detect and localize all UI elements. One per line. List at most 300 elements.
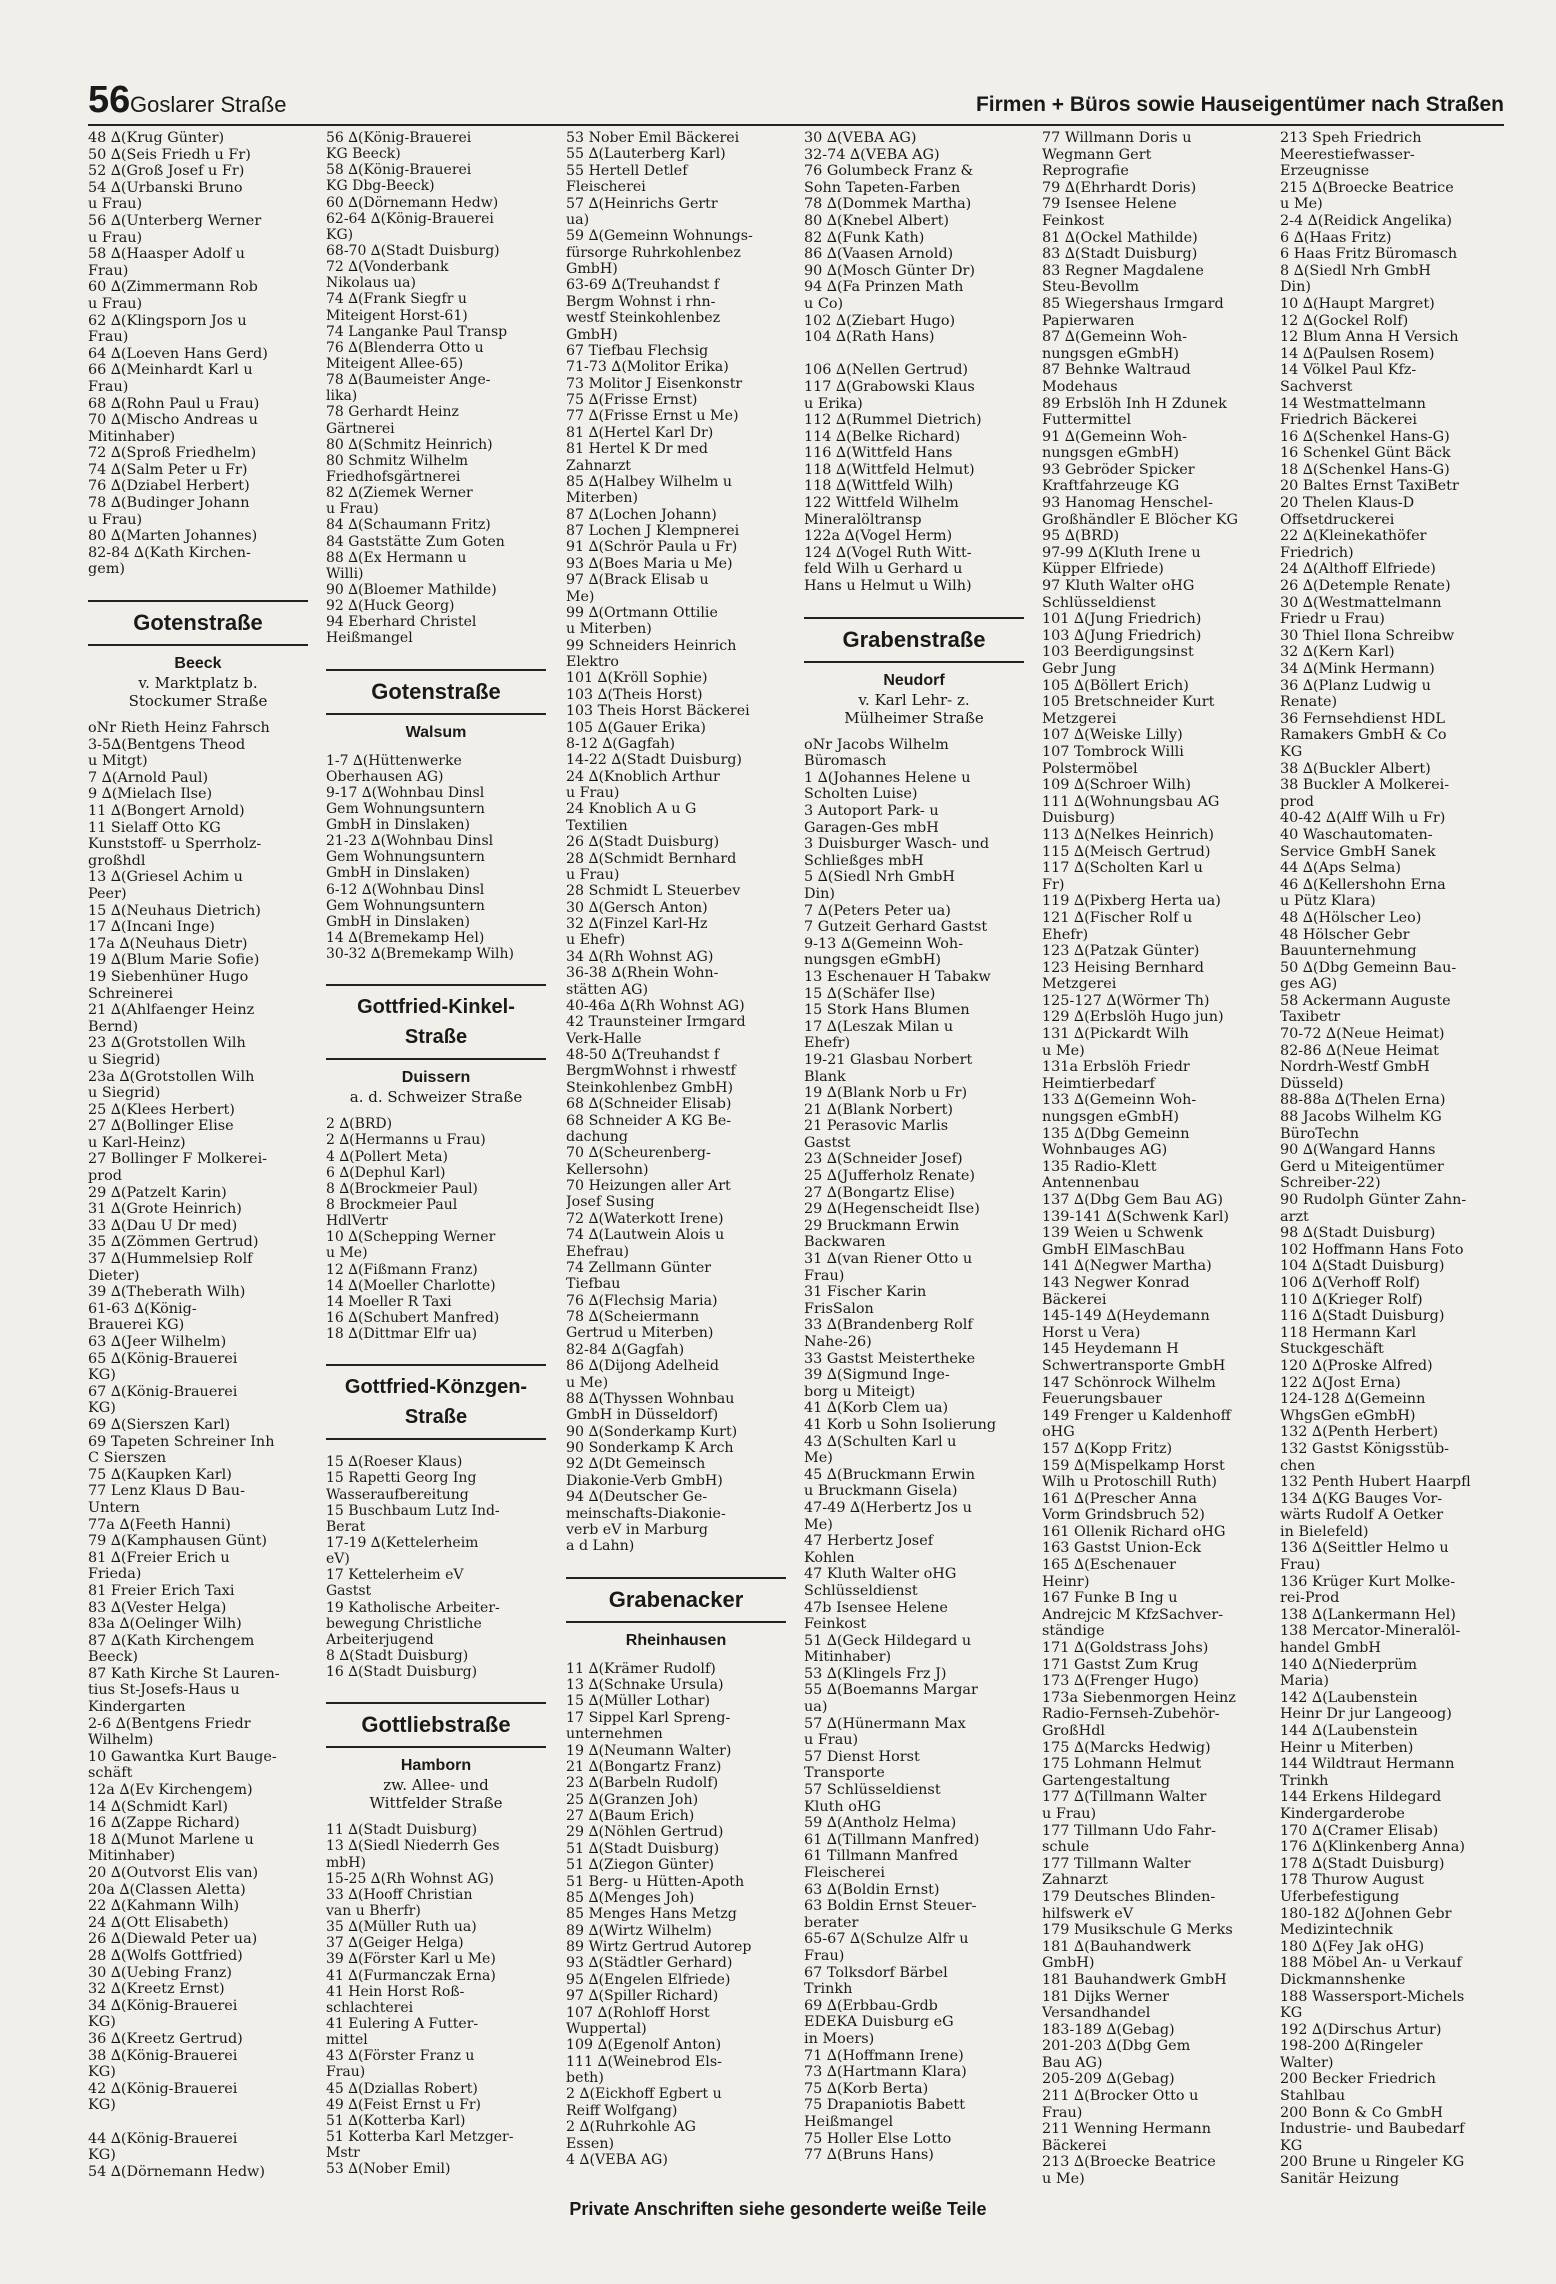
list-item: Scholten Luise) <box>804 786 918 803</box>
list-item: 68 ∆(Rohn Paul u Frau) <box>88 395 260 412</box>
list-item: 39 ∆(Förster Karl u Me) <box>326 1951 496 1968</box>
list-item: Textilien <box>566 817 628 834</box>
list-item: 36 Fernsehdienst HDL <box>1280 710 1445 727</box>
list-item: Erzeugnisse <box>1280 163 1370 180</box>
list-item: u Me) <box>326 1245 368 1262</box>
list-item: 14 ∆(Schmidt Karl) <box>88 1798 228 1815</box>
list-item: 27 ∆(Baum Erich) <box>566 1808 695 1824</box>
list-item: KG Beeck) <box>326 146 401 163</box>
list-item: 60 ∆(Zimmermann Rob <box>88 279 258 296</box>
list-item: 88 ∆(Thyssen Wohnbau <box>566 1390 735 1407</box>
list-item: 83 Regner Magdalene <box>1042 262 1204 279</box>
list-item: 180-182 ∆(Johnen Gebr <box>1280 1905 1452 1922</box>
list-item: 105 Bretschneider Kurt <box>1042 694 1215 711</box>
list-item: 23 ∆(Grotstollen Wilh <box>88 1035 246 1052</box>
list-item: 11 Sielaff Otto KG <box>88 819 221 836</box>
list-item: KG <box>1280 2137 1303 2154</box>
list-item: 93 ∆(Boes Maria u Me) <box>566 555 733 572</box>
list-item: Meerestiefwasser- <box>1280 146 1415 163</box>
list-item: 83 ∆(Vester Helga) <box>88 1599 227 1616</box>
list-item: Friedrich Bäckerei <box>1280 412 1418 429</box>
list-item: 2 ∆(Ruhrkohle AG <box>566 2119 697 2136</box>
street-range-line: zw. Allee- und <box>383 1776 489 1795</box>
list-item: 77 Willmann Doris u <box>1042 130 1192 146</box>
list-item: u Frau) <box>88 511 143 528</box>
list-item: Bäckerei <box>1042 2137 1107 2154</box>
list-item: ua) <box>566 211 590 228</box>
list-item: 213 Speh Friedrich <box>1280 130 1422 146</box>
list-item: 105 ∆(Böllert Erich) <box>1042 677 1189 694</box>
list-item: 29 ∆(Nöhlen Gertrud) <box>566 1824 724 1841</box>
list-item: 51 ∆(Stadt Duisburg) <box>566 1840 720 1857</box>
list-item: 75 ∆(Korb Berta) <box>804 2080 929 2097</box>
list-item: 89 Wirtz Gertrud Autorep <box>566 1939 752 1955</box>
list-item: 75 ∆(Frisse Ernst) <box>566 392 698 408</box>
district-name: Neudorf <box>883 671 945 689</box>
street-range-line: Mülheimer Straße <box>844 708 984 727</box>
list-item: 78 Gerhardt Heinz <box>326 404 459 421</box>
list-item: 106 ∆(Verhoff Rolf) <box>1280 1274 1420 1291</box>
list-item <box>88 2114 308 2131</box>
list-item: Friedrich) <box>1280 544 1354 561</box>
list-item: 75 Drapaniotis Babett <box>804 2097 966 2114</box>
list-item: prod <box>88 1168 122 1185</box>
list-item: u Karl-Heinz) <box>88 1134 186 1151</box>
list-item: 2-6 ∆(Bentgens Friedr <box>88 1715 251 1732</box>
list-item: 43 ∆(Schulten Karl u <box>804 1433 957 1450</box>
street-range <box>88 692 308 710</box>
list-item: 159 ∆(Mispelkamp Horst <box>1042 1457 1225 1474</box>
list-item: 93 Hanomag Henschel- <box>1042 495 1213 512</box>
list-item: 161 ∆(Prescher Anna <box>1042 1490 1197 1507</box>
list-item: 175 Lohmann Helmut <box>1042 1756 1202 1773</box>
list-item: KG) <box>88 1400 116 1417</box>
list-item: 38 Buckler A Molkerei- <box>1280 777 1450 794</box>
list-item: 33 ∆(Hooff Christian <box>326 1886 473 1903</box>
list-item: 55 ∆(Boemanns Margar <box>804 1682 978 1699</box>
list-item: 77 Lenz Klaus D Bau- <box>88 1483 245 1500</box>
list-item: Wilh u Protoschill Ruth) <box>1042 1474 1217 1491</box>
list-item: Walter) <box>1280 2054 1334 2071</box>
list-item: 99 Schneiders Heinrich <box>566 637 737 654</box>
list-item: Gastst <box>326 1583 372 1600</box>
list-item: 116 ∆(Stadt Duisburg) <box>1280 1308 1445 1325</box>
list-item: 23a ∆(Grotstollen Wilh <box>88 1068 255 1085</box>
list-item: 74 ∆(Salm Peter u Fr) <box>88 461 248 478</box>
list-item: 22 ∆(Kleinekathöfer <box>1280 528 1427 545</box>
list-item: 17 ∆(Leszak Milan u <box>804 1018 954 1035</box>
list-item: 30 ∆(Westmattelmann <box>1280 594 1442 611</box>
list-item: u Me) <box>566 1374 609 1391</box>
list-item: feld Wilh u Gerhard u <box>804 561 963 578</box>
list-item: 14-22 ∆(Stadt Duisburg) <box>566 752 742 769</box>
list-item: 94 ∆(Deutscher Ge- <box>566 1489 708 1506</box>
list-item: 2-4 ∆(Reidick Angelika) <box>1280 212 1453 229</box>
list-item: 45 ∆(Bruckmann Erwin <box>804 1466 975 1483</box>
list-item: 211 Wenning Hermann <box>1042 2121 1212 2138</box>
list-item: 188 Möbel An- u Verkauf <box>1280 1955 1462 1972</box>
list-item: Schreinerei <box>88 985 173 1002</box>
list-item: 14 ∆(Moeller Charlotte) <box>326 1277 496 1294</box>
list-item: Büromasch <box>804 753 887 770</box>
list-item: Uferbefestigung <box>1280 1888 1400 1905</box>
column-2 <box>326 130 546 2177</box>
list-item: schäft <box>88 1765 133 1782</box>
list-item: 131a Erbslöh Friedr <box>1042 1059 1190 1076</box>
list-item: 82-84 ∆(Gagfah) <box>566 1341 685 1358</box>
list-item: westf Steinkohlenbez <box>566 310 721 327</box>
list-item: 81 ∆(Freier Erich u <box>88 1549 230 1566</box>
list-item: 107 ∆(Weiske Lilly) <box>1042 727 1183 744</box>
list-item: 132 Penth Hubert Haarpfl <box>1280 1474 1471 1491</box>
list-item: Me) <box>804 1516 833 1533</box>
list-item: 2 ∆(BRD) <box>326 1116 393 1133</box>
list-item: 86 ∆(Vaasen Arnold) <box>804 246 954 263</box>
list-item: 211 ∆(Brocker Otto u <box>1042 2088 1199 2105</box>
list-item: Trinkh <box>1280 1772 1329 1789</box>
list-item: Josef Susing <box>566 1194 655 1211</box>
list-item: 83a ∆(Oelinger Wilh) <box>88 1616 242 1633</box>
list-item: hilfswerk eV <box>1042 1905 1134 1922</box>
list-item: 20 ∆(Outvorst Elis van) <box>88 1865 259 1881</box>
list-item: 6 ∆(Haas Fritz) <box>1280 229 1392 246</box>
list-item: 76 Golumbeck Franz & <box>804 163 974 180</box>
list-item: Frau) <box>804 1947 845 1964</box>
list-item: 74 Langanke Paul Transp <box>326 323 508 340</box>
list-item: u Frau) <box>566 785 620 801</box>
list-item: 74 Zellmann Günter <box>566 1259 712 1276</box>
street-range <box>326 1776 546 1794</box>
list-item: 27 Bollinger F Molkerei- <box>88 1151 268 1168</box>
list-item: 167 Funke B Ing u <box>1042 1590 1178 1607</box>
list-item: GmbH in Dinslaken) <box>326 913 470 930</box>
list-item: 163 Gastst Union-Eck <box>1042 1540 1202 1557</box>
list-item: 74 ∆(Frank Siegfr u <box>326 291 467 308</box>
list-item: 11 ∆(Bongert Arnold) <box>88 803 245 819</box>
list-item: 54 ∆(Urbanski Bruno <box>88 179 243 196</box>
list-item: GmbH in Dinslaken) <box>326 817 470 834</box>
list-item: 80 ∆(Schmitz Heinrich) <box>326 436 493 453</box>
list-item: 13 ∆(Schnake Ursula) <box>566 1677 724 1693</box>
list-item: Miteigent Allee-65) <box>326 355 464 372</box>
list-item: 77a ∆(Feeth Hanni) <box>88 1516 231 1533</box>
list-item: 65 ∆(König-Brauerei <box>88 1350 238 1367</box>
list-item: Großhändler E Blöcher KG <box>1042 511 1239 528</box>
list-item: in Bielefeld) <box>1280 1523 1369 1540</box>
list-item: 17 ∆(Incani Inge) <box>88 919 215 936</box>
street-heading: Gottfried-Kinkel-Straße <box>326 984 546 1060</box>
list-item: 98 ∆(Stadt Duisburg) <box>1280 1225 1436 1242</box>
list-item: 19 ∆(Blum Marie Sofie) <box>88 952 260 969</box>
list-item: 201-203 ∆(Dbg Gem <box>1042 2038 1191 2055</box>
list-item: 170 ∆(Cramer Elisab) <box>1280 1822 1439 1839</box>
list-item: 25 ∆(Granzen Joh) <box>566 1791 699 1808</box>
list-item: 22 ∆(Kahmann Wilh) <box>88 1898 240 1915</box>
running-street-title: Goslarer Straße <box>130 92 287 117</box>
list-item: 28 ∆(Schmidt Bernhard <box>566 850 737 867</box>
list-item: großhdl <box>88 852 146 869</box>
list-item: in Moers) <box>804 2030 875 2047</box>
list-item: 13 Eschenauer H Tabakw <box>804 968 991 985</box>
list-item: 43 ∆(Förster Franz u <box>326 2048 475 2065</box>
list-item: Wohnbauges AG) <box>1042 1142 1168 1159</box>
list-item: Ehefrau) <box>566 1243 630 1260</box>
entry-list <box>88 720 308 2180</box>
list-item: u Me) <box>1042 2171 1085 2188</box>
list-item: Frau) <box>1280 1557 1321 1574</box>
list-item: 58 ∆(Haasper Adolf u <box>88 246 245 263</box>
list-item: 6 ∆(Dephul Karl) <box>326 1164 446 1181</box>
list-item: 10 ∆(Schepping Werner <box>326 1229 496 1246</box>
entry-list <box>566 1661 786 2169</box>
list-item: Düsseld) <box>1280 1075 1344 1092</box>
list-item: 179 Deutsches Blinden- <box>1042 1888 1216 1905</box>
list-item: KG) <box>88 2014 116 2031</box>
list-item: 9 ∆(Mielach Ilse) <box>88 786 213 803</box>
list-item: Steinkohlenbez GmbH) <box>566 1079 734 1096</box>
list-item: 109 ∆(Schroer Wilh) <box>1042 777 1192 794</box>
street-range <box>804 709 1024 727</box>
list-item: Dieter) <box>88 1267 140 1284</box>
list-item: 91 ∆(Gemeinn Woh- <box>1042 428 1188 445</box>
list-item: Stahlbau <box>1280 2088 1346 2105</box>
entry-list <box>804 130 1024 595</box>
street-heading: Gotenstraße <box>88 600 308 646</box>
list-item: 81 ∆(Hertel Karl Dr) <box>566 424 714 441</box>
list-item: Me) <box>566 588 595 605</box>
list-item: 147 Schönrock Wilhelm <box>1042 1374 1216 1391</box>
list-item: FrisSalon <box>804 1300 874 1317</box>
list-item: 15 Rapetti Georg Ing <box>326 1470 477 1487</box>
list-item: 32-74 ∆(VEBA AG) <box>804 146 940 163</box>
list-item: Hans u Helmut u Wilh) <box>804 578 972 595</box>
list-item: eV) <box>326 1551 350 1568</box>
list-item: 90 ∆(Wangard Hanns <box>1280 1142 1436 1159</box>
list-item: 93 Gebröder Spicker <box>1042 461 1195 478</box>
list-item: 139-141 ∆(Schwenk Karl) <box>1042 1208 1230 1225</box>
list-item: 205-209 ∆(Gebag) <box>1042 2071 1175 2088</box>
list-item: 45 ∆(Dziallas Robert) <box>326 2080 478 2097</box>
street-range <box>88 674 308 692</box>
list-item: oNr Rieth Heinz Fahrsch <box>88 720 270 737</box>
list-item: Frieda) <box>88 1566 142 1583</box>
list-item: 30-32 ∆(Bremekamp Wilh) <box>326 946 514 963</box>
list-item: 32 ∆(Kern Karl) <box>1280 644 1395 661</box>
list-item: 17 Kettelerheim eV <box>326 1567 464 1584</box>
list-item: 78 ∆(Dommek Martha) <box>804 196 972 213</box>
list-item: Brauerei KG) <box>88 1317 185 1334</box>
list-item: handel GmbH <box>1280 1640 1381 1657</box>
list-item: Bauunternehmung <box>1280 943 1417 960</box>
list-item: Stuckgeschäft <box>1280 1341 1384 1358</box>
list-item: 97 Kluth Walter oHG <box>1042 578 1195 595</box>
list-item: 42 Traunsteiner Irmgard <box>566 1014 746 1031</box>
list-item: Untern <box>88 1499 140 1516</box>
list-item: nungsgen eGmbH) <box>1042 1109 1180 1126</box>
list-item: Ehefr) <box>1042 926 1089 943</box>
list-item: 57 Dienst Horst <box>804 1748 920 1765</box>
list-item: 85 ∆(Halbey Wilhelm u <box>566 473 732 490</box>
list-item: fürsorge Ruhrkohlenbez <box>566 244 741 261</box>
entry-list <box>88 130 308 578</box>
list-item: 67 ∆(König-Brauerei <box>88 1383 238 1400</box>
list-item: 25 ∆(Klees Herbert) <box>88 1101 235 1118</box>
list-item: Duisburg) <box>1042 810 1115 827</box>
list-item: Heinr Dr jur Langeoog) <box>1280 1706 1452 1723</box>
list-item: 16 ∆(Stadt Duisburg) <box>326 1664 478 1681</box>
list-item: 18 ∆(Dittmar Elfr ua) <box>326 1326 478 1343</box>
list-item: 41 Hein Horst Roß- <box>326 1983 465 2000</box>
list-item: Gartengestaltung <box>1042 1772 1171 1789</box>
list-item: 36-38 ∆(Rhein Wohn- <box>566 965 719 982</box>
list-item: 87 ∆(Gemeinn Woh- <box>1042 329 1188 346</box>
list-item: 30 ∆(Uebing Franz) <box>88 1964 232 1981</box>
list-item: 81 Hertel K Dr med <box>566 441 708 458</box>
district-name: Hamborn <box>400 1757 472 1775</box>
list-item: 16 ∆(Zappe Richard) <box>88 1815 240 1832</box>
list-item: 36 ∆(Planz Ludwig u <box>1280 677 1431 694</box>
list-item: 38 ∆(Buckler Albert) <box>1280 760 1431 777</box>
list-item: van u Bherfr) <box>326 1902 421 1919</box>
list-item: Industrie- und Baubedarf <box>1280 2121 1465 2138</box>
list-item: 102 Hoffmann Hans Foto <box>1280 1241 1464 1258</box>
list-item: 12 Blum Anna H Versich <box>1280 329 1459 346</box>
list-item: 7 Gutzeit Gerhard Gastst <box>804 919 988 936</box>
entry-list <box>326 1454 546 1680</box>
list-item: 2 ∆(Hermanns u Frau) <box>326 1132 486 1149</box>
list-item: 17a ∆(Neuhaus Dietr) <box>88 935 248 952</box>
list-item: 173a Siebenmorgen Heinz <box>1042 1689 1236 1706</box>
list-item: 27 ∆(Bongartz Elise) <box>804 1184 955 1201</box>
list-item: 24 ∆(Ott Elisabeth) <box>88 1914 229 1931</box>
list-item: u Bruckmann Gisela) <box>804 1483 958 1500</box>
list-item: 32 ∆(Finzel Karl-Hz <box>566 916 708 932</box>
list-item: GmbH ElMaschBau <box>1042 1241 1186 1258</box>
list-item: KG) <box>88 2064 116 2081</box>
column-1 <box>88 130 308 2180</box>
list-item: Feinkost <box>804 1616 867 1633</box>
list-item: 53 ∆(Klingels Frz J) <box>804 1665 947 1682</box>
list-item: rei-Prod <box>1280 1590 1340 1607</box>
list-item: 33 Gastst Meistertheke <box>804 1350 976 1367</box>
list-item: 6-12 ∆(Wohnbau Dinsl <box>326 881 485 898</box>
list-item: Heinr) <box>1042 1573 1090 1590</box>
list-item: Fleischerei <box>566 179 646 196</box>
list-item: 78 ∆(Scheiermann <box>566 1309 700 1325</box>
list-item: 29 ∆(Patzelt Karin) <box>88 1184 227 1201</box>
list-item: prod <box>1280 793 1314 810</box>
list-item: Nordrh-Westf GmbH <box>1280 1059 1430 1076</box>
list-item: 15 ∆(Schäfer Ilse) <box>804 985 936 1002</box>
list-item: Frau) <box>88 378 129 395</box>
list-item: Medizintechnik <box>1280 1922 1393 1939</box>
list-item: GroßHdl <box>1042 1723 1106 1739</box>
list-item: 88-88a ∆(Thelen Erna) <box>1280 1092 1446 1109</box>
list-item: Peer) <box>88 885 127 902</box>
list-item: 38 ∆(König-Brauerei <box>88 2047 238 2064</box>
list-item: 171 Gastst Zum Krug <box>1042 1656 1199 1673</box>
list-item: 178 Thurow August <box>1280 1872 1424 1889</box>
list-item: 34 ∆(Rh Wohnst AG) <box>566 948 714 965</box>
list-item: 181 Bauhandwerk GmbH <box>1042 1971 1227 1988</box>
list-item: 51 ∆(Geck Hildegard u <box>804 1632 972 1649</box>
list-item: wärts Rudolf A Oetker <box>1280 1507 1444 1524</box>
list-item: Essen) <box>566 2135 614 2152</box>
list-item: 103 Theis Horst Bäckerei <box>566 703 750 720</box>
list-item: Bau AG) <box>1042 2054 1103 2071</box>
list-item: KG) <box>88 1367 116 1384</box>
list-item: Trinkh <box>804 1981 853 1998</box>
list-item: verb eV in Marburg <box>566 1521 708 1538</box>
list-item: 68 ∆(Schneider Elisab) <box>566 1096 732 1113</box>
list-item: 91 ∆(Schrör Paula u Fr) <box>566 539 738 556</box>
list-item: 35 ∆(Müller Ruth ua) <box>326 1919 477 1936</box>
list-item: 102 ∆(Ziebart Hugo) <box>804 312 956 329</box>
list-item: 50 ∆(Seis Friedh u Fr) <box>88 146 251 163</box>
list-item: 21 ∆(Ahlfaenger Heinz <box>88 1002 255 1019</box>
list-item: 50 ∆(Dbg Gemeinn Bau- <box>1280 959 1457 976</box>
list-item: 178 ∆(Stadt Duisburg) <box>1280 1855 1445 1872</box>
list-item: unternehmen <box>566 1726 663 1743</box>
list-item: 111 ∆(Weinebrod Els- <box>566 2053 722 2070</box>
list-item: Mitinhaber) <box>88 1848 176 1865</box>
list-item: 56 ∆(Unterberg Werner <box>88 212 262 229</box>
list-item: KG <box>1280 743 1303 760</box>
footer-note: Private Anschriften siehe gesonderte weiße Teile <box>569 2199 987 2219</box>
list-item: 123 Heising Bernhard <box>1042 959 1204 976</box>
list-item: Gem Wohnungsuntern <box>326 800 485 817</box>
list-item: 49 ∆(Feist Ernst u Fr) <box>326 2096 481 2113</box>
list-item: 53 ∆(Nober Emil) <box>326 2161 451 2178</box>
column-3 <box>566 130 786 2168</box>
list-item: 192 ∆(Dirschus Artur) <box>1280 2021 1442 2038</box>
list-item: 63 ∆(Jeer Wilhelm) <box>88 1334 227 1350</box>
list-item: Frau) <box>1042 2104 1083 2121</box>
list-item: Frau) <box>88 329 129 346</box>
list-item: 44 ∆(Aps Selma) <box>1280 860 1401 877</box>
list-item: 97 ∆(Brack Elisab u <box>566 572 709 589</box>
district-name: Walsum <box>405 723 467 741</box>
list-item: 18 ∆(Munot Marlene u <box>88 1831 254 1848</box>
list-item: Fr) <box>1042 876 1065 893</box>
list-item: 63-69 ∆(Treuhandst f <box>566 277 720 294</box>
list-item: 179 Musikschule G Merks <box>1042 1922 1233 1939</box>
list-item: 57 ∆(Heinrichs Gertr <box>566 195 718 212</box>
list-item: 39 ∆(Sigmund Inge- <box>804 1367 950 1384</box>
list-item: 177 Tillmann Udo Fahr- <box>1042 1822 1216 1839</box>
list-item: 118 ∆(Wittfeld Wilh) <box>804 478 954 495</box>
list-item: 95 ∆(BRD) <box>1042 528 1120 545</box>
list-item: 69 ∆(Sierszen Karl) <box>88 1416 231 1433</box>
list-item: ua) <box>804 1699 828 1716</box>
list-item: Service GmbH Sanek <box>1280 843 1436 860</box>
entry-list <box>326 130 546 647</box>
list-item: u Mitgt) <box>88 753 148 770</box>
list-item: 103 ∆(Jung Friedrich) <box>1042 627 1202 644</box>
list-item: 53 Nober Emil Bäckerei <box>566 130 740 146</box>
list-item: 7 ∆(Arnold Paul) <box>88 769 209 786</box>
list-item: schlachterei <box>326 1999 414 2016</box>
list-item: 135 ∆(Dbg Gemeinn <box>1042 1125 1190 1142</box>
list-item: 67 Tiefbau Flechsig <box>566 342 709 359</box>
list-item: 56 ∆(König-Brauerei <box>326 130 472 146</box>
list-item: 97-99 ∆(Kluth Irene u <box>1042 544 1201 561</box>
list-item: bewegung Christliche <box>326 1615 482 1632</box>
list-item: Offsetdruckerei <box>1280 511 1395 528</box>
list-item: 28 ∆(Wolfs Gottfried) <box>88 1947 243 1964</box>
list-item: 114 ∆(Belke Richard) <box>804 428 961 445</box>
list-item: 104 ∆(Rath Hans) <box>804 329 935 346</box>
